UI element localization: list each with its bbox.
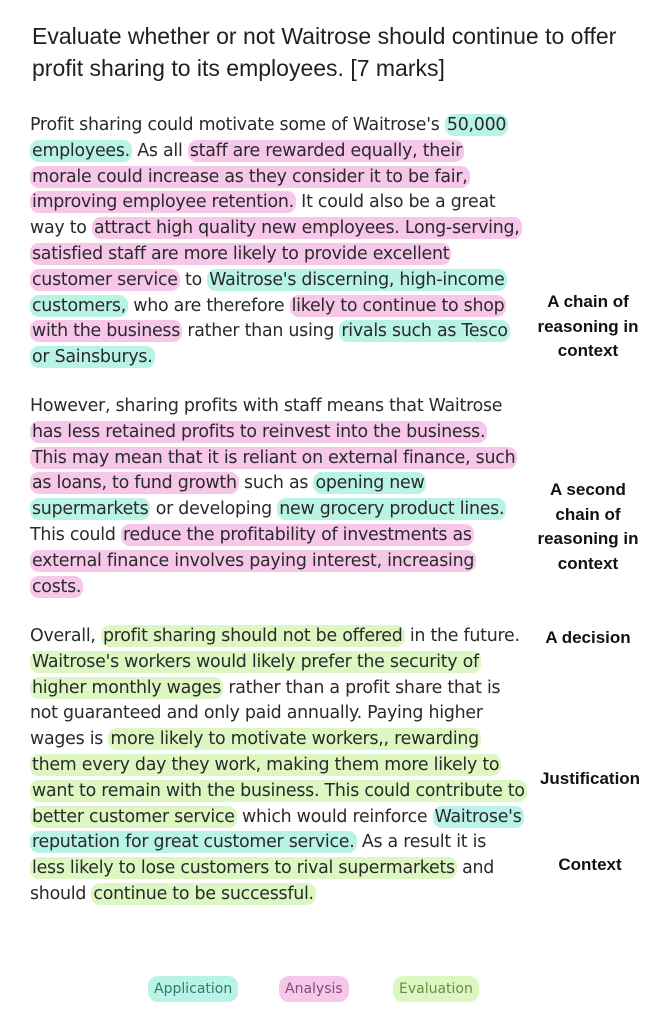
evaluation-highlight: continue to be successful. <box>93 883 314 904</box>
text-segment: to <box>179 269 208 290</box>
question-title: Evaluate whether or not Waitrose should continue to offer profit sharing to its employees. [7 marks] <box>32 23 617 81</box>
text-segment: rather than using <box>182 321 340 342</box>
text-segment: which would reinforce <box>236 806 433 827</box>
evaluation-highlight: less likely to lose customers to rival supermarkets <box>32 858 455 879</box>
analysis-highlight: likely to continue to shop with the business <box>32 295 505 342</box>
application-highlight: 50,000 employees. <box>32 115 507 161</box>
annotation-second-chain-of-reasoning: A second chain of reasoning in context <box>537 480 639 573</box>
annotation-justification: Justification <box>539 769 641 788</box>
evaluation-highlight: Waitrose's workers would likely prefer the security of higher monthly wages <box>32 651 479 698</box>
paragraph-2 <box>30 394 525 600</box>
application-highlight: rivals such as Tesco or Sainsburys. <box>32 321 508 368</box>
text-segment: As a result it is <box>356 832 487 853</box>
analysis-highlight: reduce the profitability of investments as external finance involves paying interest, increasing costs. <box>32 524 475 597</box>
text-segment: or developing <box>150 499 278 520</box>
text-segment: such as <box>238 473 314 494</box>
text-segment: As all <box>131 140 188 161</box>
text-segment: Profit sharing could motivate some of Waitrose's <box>30 115 445 135</box>
application-highlight: new grocery product lines. <box>279 499 505 520</box>
paragraph-3 <box>30 624 525 908</box>
paragraph-1 <box>30 113 525 371</box>
analysis-highlight: staff are rewarded equally, their morale could increase as they consider it to be fair, improving employee retention. <box>32 140 468 213</box>
text-segment: and should <box>30 858 495 904</box>
text-segment: Overall, <box>30 626 101 646</box>
analysis-highlight: has less retained profits to reinvest into the business. This may mean that it is reliant on external finance, such as loans, to fund growth <box>32 421 516 494</box>
text-segment: It could also be a great way to <box>30 192 496 239</box>
evaluation-highlight: more likely to motivate workers,, rewarding them every day they work, making them more likely to want to remain with the business. This could contribute to better customer service <box>32 729 525 827</box>
legend-evaluation: Evaluation <box>393 976 479 1002</box>
text-segment: in the future. <box>404 626 520 646</box>
application-highlight: Waitrose's discerning, high-income customers, <box>32 269 505 316</box>
application-highlight: opening new supermarkets <box>32 473 425 520</box>
annotation-decision: A decision <box>545 628 631 647</box>
application-highlight: Waitrose's reputation for great customer service. <box>32 806 522 853</box>
analysis-highlight: attract high quality new employees. Long-serving, satisfied staff are more likely to provide excellent customer service <box>32 218 520 290</box>
text-segment: who are therefore <box>127 295 290 316</box>
text-segment: This could <box>30 524 121 545</box>
annotation-context: Context <box>558 855 622 874</box>
evaluation-highlight: profit sharing should not be offered <box>102 626 403 646</box>
text-segment: However, sharing profits with staff means that Waitrose <box>30 396 503 416</box>
text-segment: rather than a profit share that is not guaranteed and only paid annually. Paying higher wages is <box>30 677 501 750</box>
legend-application: Application <box>148 976 238 1002</box>
legend-analysis: Analysis <box>279 976 349 1002</box>
annotation-chain-of-reasoning: A chain of reasoning in context <box>537 292 639 360</box>
